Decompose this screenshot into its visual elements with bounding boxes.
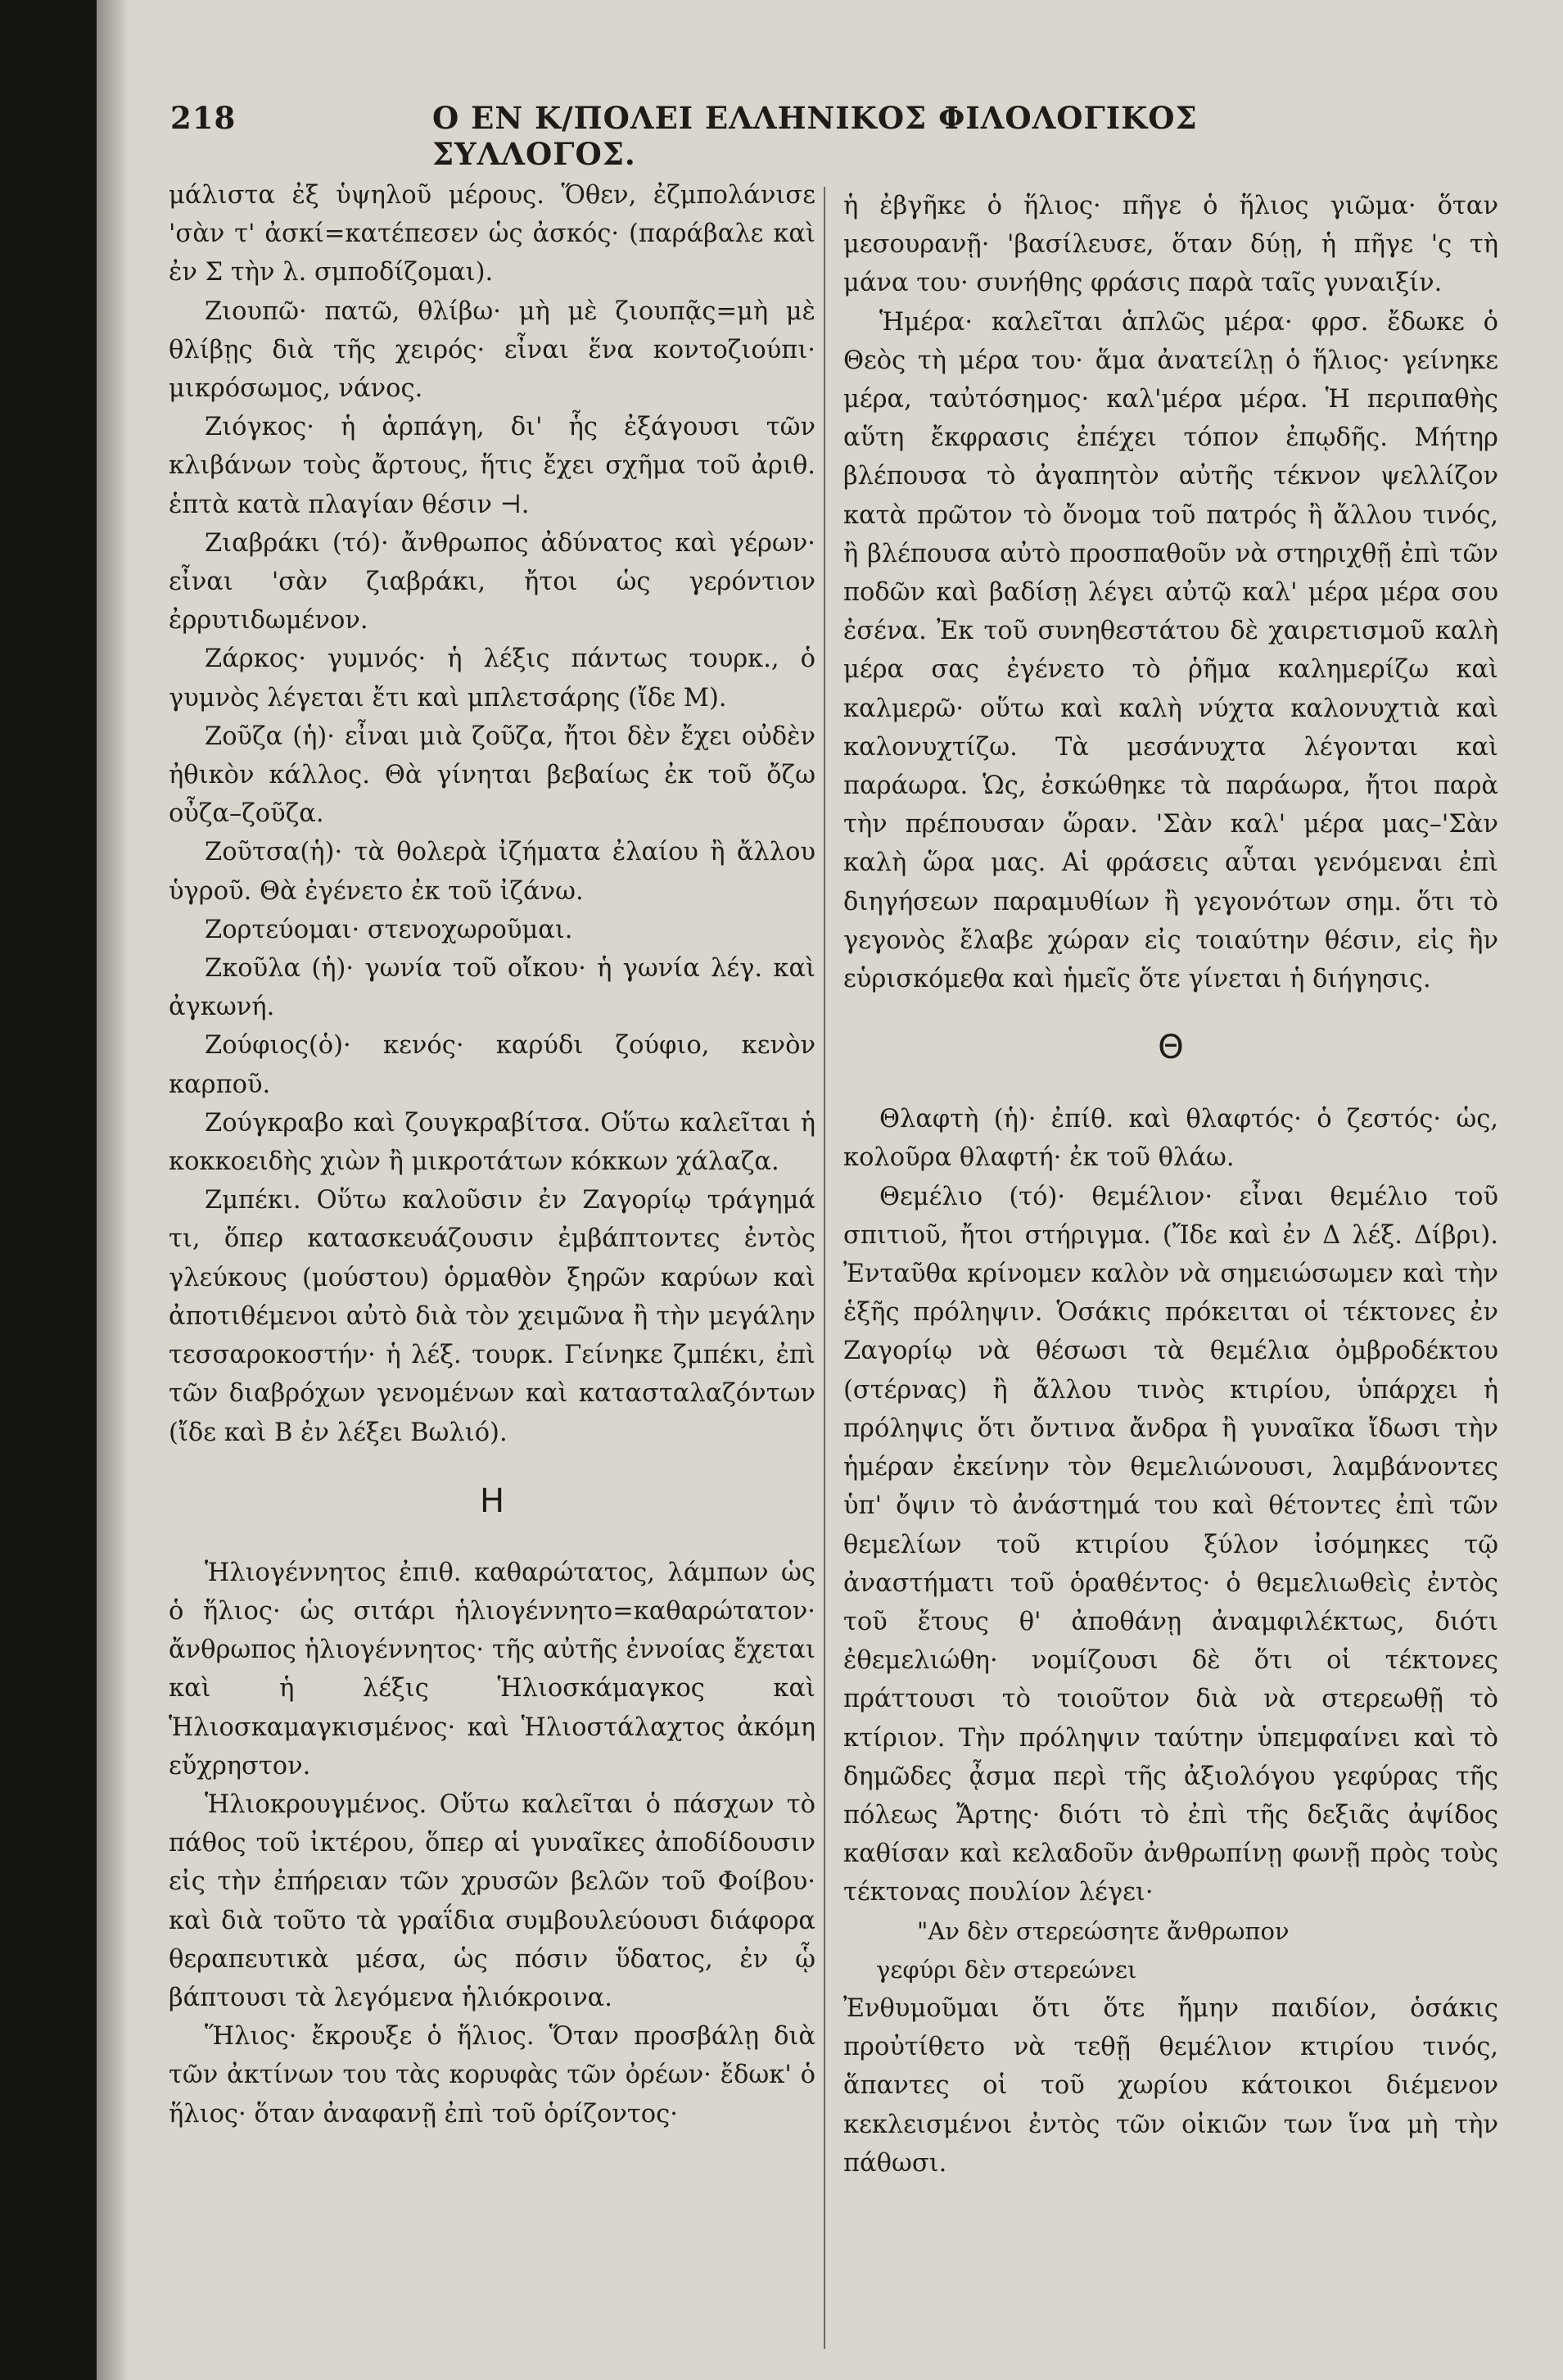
left-paragraph: μάλιστα ἐξ ὑψηλοῦ μέρους. Ὅθεν, ἐζμπολάνισε 'σὰν τ' ἀσκί=κατέπεσεν ὡς ἀσκός· (παράβαλε καὶ ἐν Σ τὴν λ. σμποδίζομαι). xyxy=(169,181,815,287)
running-title: Ο ΕΝ Κ/ΠΟΛΕΙ ΕΛΛΗΝΙΚΟΣ ΦΙΛΟΛΟΓΙΚΟΣ ΣΥΛΛΟΓΟΣ. xyxy=(432,100,1198,172)
left-column xyxy=(169,176,815,2133)
entry-zougkravo: Ζούγκραβο καὶ ζουγκραβίτσα. Οὕτω καλεῖται ἡ κοκκοειδὴς χιὼν ἢ μικροτάτων κόκκων χάλαζα. xyxy=(169,1108,815,1177)
entry-iliokrougmenos: Ἡλιοκρουγμένος. Οὕτω καλεῖται ὁ πάσχων τὸ πάθος τοῦ ἰκτέρου, ὅπερ αἱ γυναῖκες ἀποδίδουσιν εἰς τὴν ἐπήρειαν τῶν χρυσῶν βελῶν τοῦ Φοίβου· καὶ διὰ τοῦτο τὰ γραΐδια συμβουλεύουσι διάφορα θεραπευτικὰ μέσα, ὡς πόσιν ὕδατος, ἐν ᾧ βάπτουσι τὰ λεγόμενα ἡλιόκροινα. xyxy=(169,1790,815,2012)
book-page xyxy=(97,0,1563,2380)
page-header xyxy=(170,100,1349,172)
verse-line-2: γεφύρι δὲν στερεώνει xyxy=(876,1955,1137,1984)
entry-ziavraki: Ζιαβράκι (τό)· ἄνθρωπος ἀδύνατος καὶ γέρων· εἶναι 'σὰν ζιαβράκι, ἤτοι ὡς γερόντιον ἐρρυτιδωμένον. xyxy=(169,528,815,636)
entry-imera: Ἡμέρα· καλεῖται ἁπλῶς μέρα· φρσ. ἔδωκε ὁ Θεὸς τὴ μέρα του· ἅμα ἀνατείλῃ ὁ ἥλιος· γείνηκε μέρα, ταὐτόσημος· καλ'μέρα μέρα. Ἡ περιπαθὴς αὕτη ἔκφρασις ἐπέχει τόπον ἐπῳδῆς. Μήτηρ βλέπουσα τὸ ἀγαπητὸν αὐτῆς τέκνον ψελλίζον κατὰ πρῶτον τὸ ὄνομα τοῦ πατρός ἢ ἄλλου τινός, ἢ βλέπουσα αὐτὸ προσπαθοῦν νὰ στηριχθῇ ἐπὶ τῶν ποδῶν καὶ βαδίσῃ λέγει αὐτῷ καλ' μέρα μέρα σου ἐσένα. Ἐκ τοῦ συνηθεστάτου δὲ χαιρετισμοῦ καλὴ μέρα σας ἐγένετο τὸ ῥῆμα καλημερίζω καὶ καλμερῶ· οὕτω καὶ καλὴ νύχτα καλονυχτιὰ καὶ καλονυχτίζω. Τὰ μεσάνυχτα λέγονται καὶ παράωρα. Ὡς, ἐσκώθηκε τὰ παράωρα, ἤτοι παρὰ τὴν πρέπουσαν ὥραν. 'Σὰν καλ' μέρα μας–'Σὰν καλὴ ὥρα μας. Αἱ φράσεις αὗται γενόμεναι ἐπὶ διηγήσεων παραμυθίων ἢ γεγονότων σημ. ὅτι τὸ γεγονὸς ἔλαβε χώραν εἰς τοιαύτην θέσιν, εἰς ἣν εὑρισκόμεθα καὶ ἡμεῖς ὅτε γίνεται ἡ διήγησις. xyxy=(843,307,1498,994)
entry-ilios: Ἥλιος· ἔκρουξε ὁ ἥλιος. Ὅταν προσβάλῃ διὰ τῶν ἀκτίνων του τὰς κορυφὰς τῶν ὀρέων· ἔδωκ' ὁ ἥλιος· ὅταν ἀναφανῇ ἐπὶ τοῦ ὁρίζοντος· xyxy=(169,2022,815,2129)
entry-zorteuomai: Ζορτεύομαι· στενοχωροῦμαι. xyxy=(205,915,573,944)
page-edge-shadow xyxy=(97,0,129,2380)
entry-ziongos: Ζιόγκος· ἡ ἁρπάγη, δι' ἧς ἐξάγουσι τῶν κλιβάνων τοὺς ἄρτους, ἥτις ἔχει σχῆμα τοῦ ἀριθ. ἑπτὰ κατὰ πλαγίαν θέσιν ⊣. xyxy=(169,413,815,519)
entry-zouza: Ζοῦζα (ἡ)· εἶναι μιὰ ζοῦζα, ἤτοι δὲν ἔχει οὐδὲν ἠθικὸν κάλλος. Θὰ γίνηται βεβαίως ἐκ τοῦ ὄζω οὖζα–ζοῦζα. xyxy=(169,722,815,829)
entry-thlafti: Θλαφτὴ (ἡ)· ἐπίθ. καὶ θλαφτός· ὁ ζεστός· ὡς, κολοῦρα θλαφτή· ἐκ τοῦ θλάω. xyxy=(843,1105,1498,1173)
entry-iliogennitos: Ἡλιογέννητος ἐπιθ. καθαρώτατος, λάμπων ὡς ὁ ἥλιος· ὡς σιτάρι ἡλιογέννητο=καθαρώτατον· ἄνθρωπος ἡλιογέννητος· τῆς αὐτῆς ἐννοίας ἔχεται καὶ ἡ λέξις Ἡλιοσκάμαγκος καὶ Ἡλιοσκαμαγκισμένος· καὶ Ἡλιοστάλαχτος ἀκόμη εὔχρηστον. xyxy=(169,1558,815,1780)
column-divider xyxy=(824,187,825,2349)
entry-zarkos: Ζάρκος· γυμνός· ἡ λέξις πάντως τουρκ., ὁ γυμνὸς λέγεται ἔτι καὶ μπλετσάρης (ἴδε Μ). xyxy=(169,645,815,713)
entry-themelio: Θεμέλιο (τό)· θεμέλιον· εἶναι θεμέλιο τοῦ σπιτιοῦ, ἤτοι στήριγμα. (Ἴδε καὶ ἐν Δ λέξ. Δίβρι). Ἐνταῦθα κρίνομεν καλὸν νὰ σημειώσωμεν καὶ τὴν ἑξῆς πρόληψιν. Ὁσάκις πρόκειται οἱ τέκτονες ἐν Ζαγορίῳ νὰ θέσωσι τὰ θεμέλια ὀμβροδέκτου (στέρνας) ἢ ἄλλου τινὸς κτιρίου, ὑπάρχει ἡ πρόληψις ὅτι ὄντινα ἄνδρα ἢ γυναῖκα ἴδωσι τὴν ἡμέραν ἐκείνην τὸν θεμελιώνουσι, λαμβάνοντες ὑπ' ὄψιν τὸ ἀνάστημά του καὶ θέτοντες ἐπὶ τῶν θεμελίων τοῦ κτιρίου ξύλον ἰσόμηκες τῷ ἀναστήματι τοῦ ὁραθέντος· ὁ θεμελιωθεὶς ἐντὸς τοῦ ἔτους θ' ἀποθάνῃ ἀναμφιλέκτως, διότι ἐθεμελιώθη· νομίζουσι δὲ ὅτι οἱ τέκτονες πράττουσι τὸ τοιοῦτον διὰ νὰ στερεωθῇ τὸ κτίριον. Τὴν πρόληψιν ταύτην ὑπεμφαίνει καὶ τὸ δημῶδες ᾆσμα περὶ τῆς ἀξιολόγου γεφύρας τῆς πόλεως Ἄρτης· διότι τὸ ἐπὶ τῆς δεξιᾶς ἀψίδος καθίσαν καὶ κελαδοῦν ἀνθρωπίνῃ φωνῇ πρὸς τοὺς τέκτονας πουλίον λέγει· xyxy=(843,1182,1498,1907)
entry-zoutsa: Ζοῦτσα(ἡ)· τὰ θολερὰ ἰζήματα ἐλαίου ἢ ἄλλου ὑγροῦ. Θὰ ἐγένετο ἐκ τοῦ ἰζάνω. xyxy=(169,838,815,906)
section-letter-eta: Η xyxy=(479,1482,505,1520)
right-column xyxy=(843,187,1498,2183)
entry-zoufios: Ζούφιος(ὁ)· κενός· καρύδι ζούφιο, κενὸν καρποῦ. xyxy=(169,1031,815,1099)
entry-zioupo: Ζιουπῶ· πατῶ, θλίβω· μὴ μὲ ζιουπᾷς=μὴ μὲ θλίβῃς διὰ τῆς χειρός· εἶναι ἕνα κοντοζιούπι· μικρόσωμος, νάνος. xyxy=(169,296,815,404)
section-letter-theta: Θ xyxy=(1158,1029,1184,1067)
entry-zkoula: Ζκοῦλα (ἡ)· γωνία τοῦ οἴκου· ἡ γωνία λέγ. καὶ ἀγκωνή. xyxy=(169,954,815,1022)
final-paragraph: Ἐνθυμοῦμαι ὅτι ὅτε ἤμην παιδίον, ὁσάκις προὐτίθετο νὰ τεθῇ θεμέλιον κτιρίου τινός, ἅπαντες οἱ τοῦ χωρίου κάτοικοι διέμενον κεκλεισμένοι ἐντὸς τῶν οἰκιῶν των ἵνα μὴ τὴν πάθωσι. xyxy=(843,1993,1498,2178)
entry-zmpeki: Ζμπέκι. Οὕτω καλοῦσιν ἐν Ζαγορίῳ τράγημά τι, ὅπερ κατασκευάζουσιν ἐμβάπτοντες ἐντὸς γλεύκους (μούστου) ὁρμαθὸν ξηρῶν καρύων καὶ ἀποτιθέμενοι αὐτὸ διὰ τὸν χειμῶνα ἢ τὴν μεγάλην τεσσαροκοστήν· ἡ λέξ. τουρκ. Γείνηκε ζμπέκι, ἐπὶ τῶν διαβρόχων γενομένων καὶ κατασταλαζόντων (ἴδε καὶ Β ἐν λέξει Βωλιό). xyxy=(169,1186,815,1447)
verse-line-1: "Αν δὲν στερεώσητε ἄνθρωπον xyxy=(917,1916,1290,1945)
page-number: 218 xyxy=(170,100,237,136)
right-paragraph: ἡ ἐβγῆκε ὁ ἥλιος· πῆγε ὁ ἥλιος γιῶμα· ὅταν μεσουρανῇ· 'βασίλευσε, ὅταν δύῃ, ἡ πῆγε 'ς τὴ μάνα του· συνήθης φράσις παρὰ ταῖς γυναιξίν. xyxy=(843,192,1498,298)
